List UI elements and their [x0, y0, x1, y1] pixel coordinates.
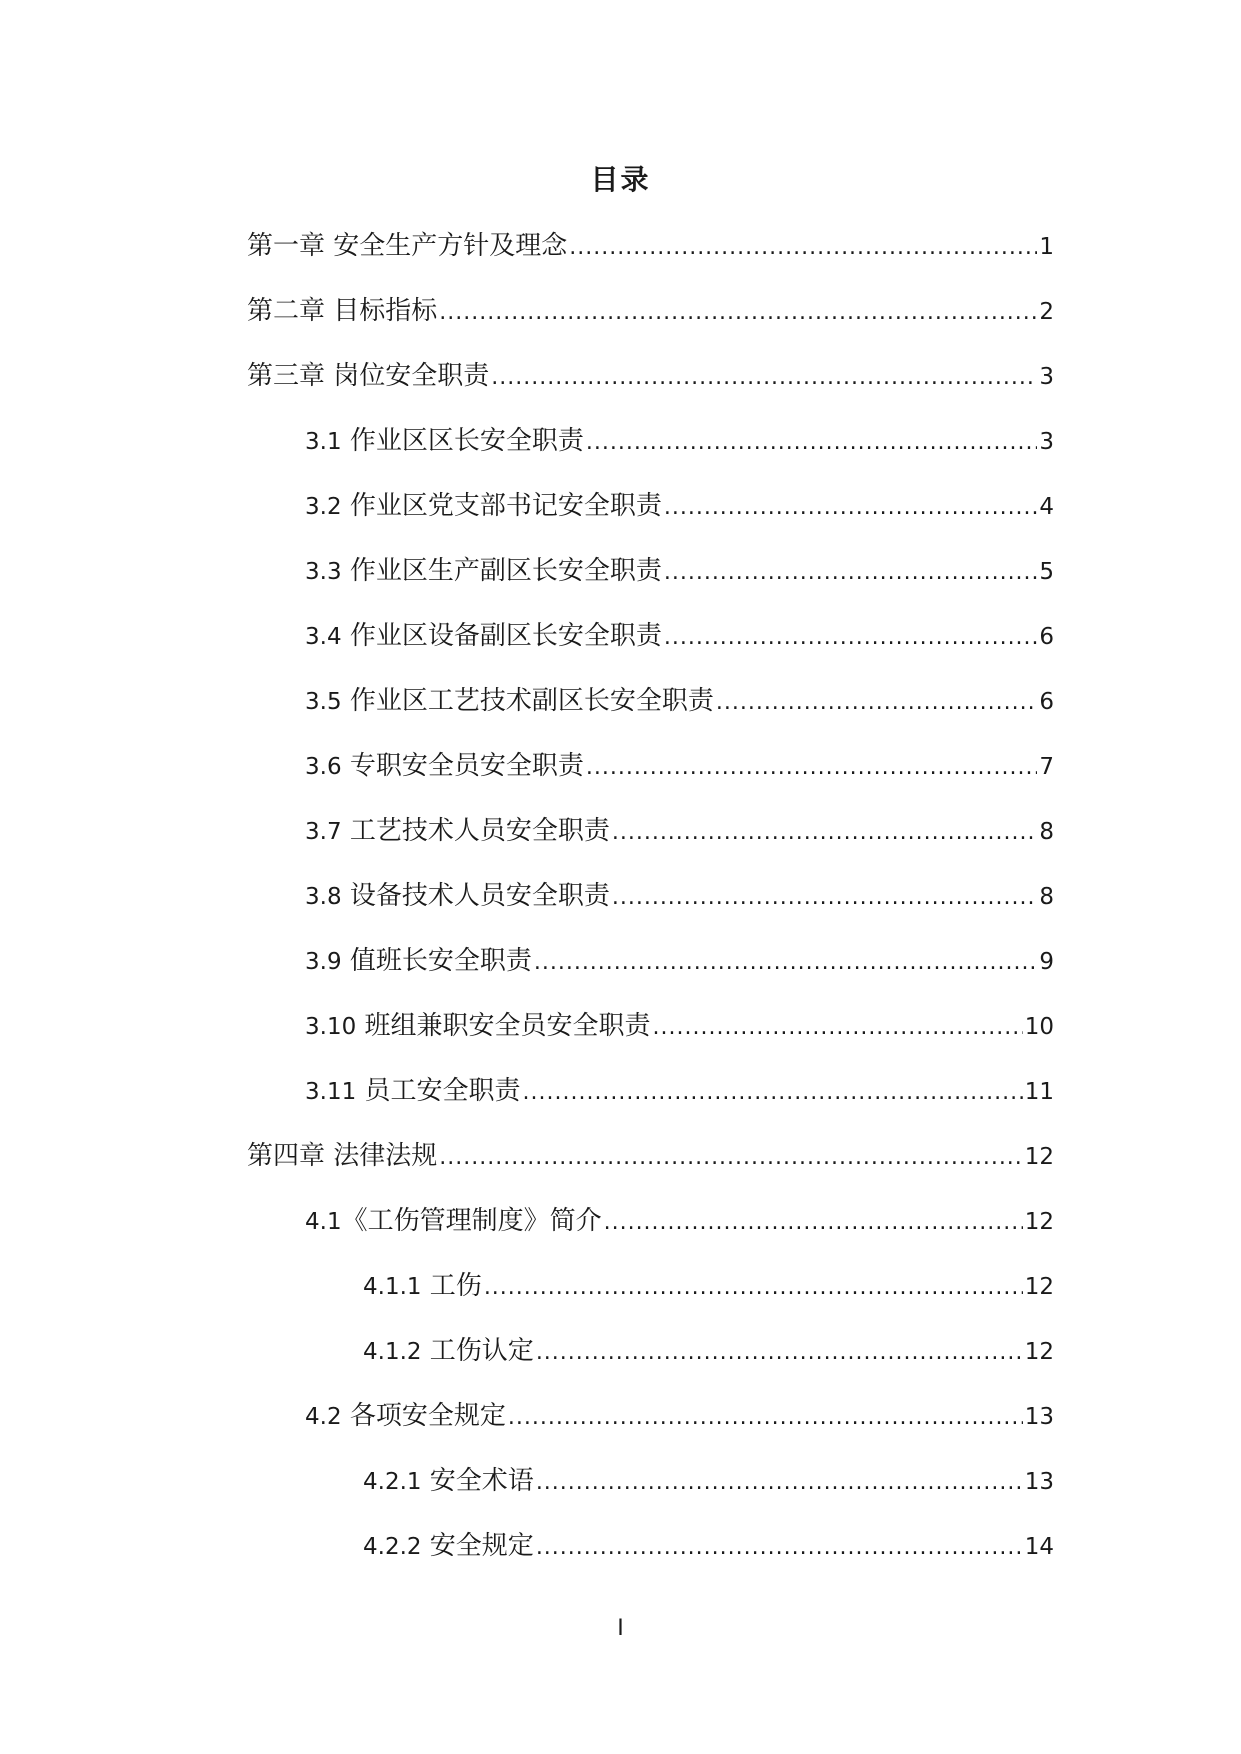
toc-entry-label [305, 421, 584, 462]
toc-dot-leader [536, 1463, 1023, 1503]
toc-entry-text: 《工伤管理制度》简介 [341, 1206, 602, 1236]
toc-dot-leader [586, 423, 1038, 463]
toc-entry-label [305, 876, 610, 917]
toc-entry-3-11[interactable] [0, 1071, 1241, 1136]
toc-entry-ch3[interactable] [0, 356, 1241, 421]
toc-dot-leader [491, 358, 1037, 398]
toc-dot-leader [508, 1398, 1023, 1438]
toc-dot-leader [569, 228, 1037, 268]
toc-entry-number: 4.1.1 [363, 1274, 422, 1300]
toc-entry-number: 第三章 [247, 361, 326, 391]
toc-entry-page: 13 [1024, 1469, 1054, 1495]
toc-entry-label [247, 356, 489, 396]
toc-entry-text: 各项安全规定 [349, 1401, 506, 1431]
toc-entry-label [305, 551, 662, 592]
toc-entry-page: 1 [1039, 234, 1054, 260]
toc-entry-label [305, 616, 662, 657]
toc-dot-leader [484, 1268, 1023, 1308]
toc-entry-number: 3.1 [305, 429, 342, 455]
toc-dot-leader [604, 1203, 1023, 1243]
toc-entry-number: 第一章 [247, 231, 326, 261]
toc-entry-number: 3.9 [305, 949, 342, 975]
toc-entry-3-2[interactable] [0, 486, 1241, 551]
toc-entry-4-1[interactable] [0, 1201, 1241, 1266]
toc-entry-label [305, 486, 662, 527]
toc-entry-text: 岗位安全职责 [333, 361, 490, 391]
toc-dot-leader [523, 1073, 1023, 1113]
toc-entry-3-3[interactable] [0, 551, 1241, 616]
toc-entry-label [305, 1396, 506, 1437]
toc-entry-label [305, 811, 610, 852]
toc-entry-text: 工伤 [429, 1271, 482, 1301]
toc-entry-text: 作业区设备副区长安全职责 [349, 621, 662, 651]
toc-entry-4-2[interactable] [0, 1396, 1241, 1461]
toc-entry-page: 5 [1039, 559, 1054, 585]
toc-entry-page: 10 [1024, 1014, 1054, 1040]
toc-entry-label [305, 1201, 602, 1242]
toc-entry-page: 12 [1024, 1209, 1054, 1235]
toc-entry-number: 3.8 [305, 884, 342, 910]
toc-entry-text: 设备技术人员安全职责 [349, 881, 610, 911]
toc-entry-page: 6 [1039, 624, 1054, 650]
toc-entry-label [305, 1071, 521, 1112]
toc-dot-leader [586, 748, 1038, 788]
toc-entry-label [305, 941, 532, 982]
toc-entry-4-2-1[interactable] [0, 1461, 1241, 1526]
toc-entry-4-1-2[interactable] [0, 1331, 1241, 1396]
toc-entry-text: 作业区区长安全职责 [349, 426, 584, 456]
toc-entry-page: 8 [1039, 884, 1054, 910]
toc-dot-leader [612, 878, 1038, 918]
toc-dot-leader [439, 293, 1037, 333]
toc-entry-ch1[interactable] [0, 226, 1241, 291]
toc-entry-page: 9 [1039, 949, 1054, 975]
toc-entry-number: 4.2.2 [363, 1534, 422, 1560]
toc-dot-leader [536, 1528, 1023, 1568]
toc-entry-number: 3.10 [305, 1014, 357, 1040]
toc-entry-label [363, 1526, 534, 1567]
toc-entry-3-4[interactable] [0, 616, 1241, 681]
toc-entry-page: 2 [1039, 299, 1054, 325]
toc-entry-number: 第四章 [247, 1141, 326, 1171]
toc-list [0, 226, 1241, 1591]
toc-entry-number: 3.4 [305, 624, 342, 650]
toc-entry-page: 3 [1039, 429, 1054, 455]
toc-entry-number: 4.2 [305, 1404, 342, 1430]
toc-entry-4-2-2[interactable] [0, 1526, 1241, 1591]
toc-entry-text: 作业区工艺技术副区长安全职责 [349, 686, 714, 716]
toc-title: 目录 [590, 163, 651, 196]
toc-dot-leader [716, 683, 1038, 723]
toc-entry-label [305, 1006, 651, 1047]
toc-entry-3-1[interactable] [0, 421, 1241, 486]
toc-entry-label [363, 1331, 534, 1372]
toc-entry-text: 目标指标 [333, 296, 438, 326]
toc-entry-number: 3.5 [305, 689, 342, 715]
toc-entry-number: 3.11 [305, 1079, 357, 1105]
toc-entry-text: 值班长安全职责 [349, 946, 532, 976]
toc-entry-3-6[interactable] [0, 746, 1241, 811]
toc-entry-page: 11 [1024, 1079, 1054, 1105]
toc-entry-page: 14 [1024, 1534, 1054, 1560]
toc-dot-leader [653, 1008, 1023, 1048]
toc-entry-text: 班组兼职安全员安全职责 [364, 1011, 651, 1041]
toc-entry-page: 12 [1024, 1144, 1054, 1170]
toc-entry-text: 安全生产方针及理念 [333, 231, 568, 261]
toc-dot-leader [664, 488, 1038, 528]
toc-entry-3-10[interactable] [0, 1006, 1241, 1071]
toc-dot-leader [664, 618, 1038, 658]
toc-dot-leader [439, 1138, 1022, 1178]
toc-dot-leader [536, 1333, 1023, 1373]
toc-entry-label [305, 746, 584, 787]
toc-entry-label [363, 1461, 534, 1502]
toc-entry-label [247, 1136, 437, 1176]
toc-entry-3-7[interactable] [0, 811, 1241, 876]
toc-entry-3-8[interactable] [0, 876, 1241, 941]
toc-entry-number: 4.1.2 [363, 1339, 422, 1365]
toc-dot-leader [534, 943, 1038, 983]
toc-entry-text: 员工安全职责 [364, 1076, 521, 1106]
toc-entry-page: 3 [1039, 364, 1054, 390]
toc-entry-page: 12 [1024, 1339, 1054, 1365]
page-number: I [617, 1616, 624, 1641]
toc-entry-page: 13 [1024, 1404, 1054, 1430]
toc-entry-4-1-1[interactable] [0, 1266, 1241, 1331]
toc-entry-page: 6 [1039, 689, 1054, 715]
toc-entry-text: 工伤认定 [429, 1336, 534, 1366]
toc-entry-label [247, 291, 437, 331]
toc-entry-number: 3.2 [305, 494, 342, 520]
toc-entry-page: 8 [1039, 819, 1054, 845]
toc-entry-text: 安全术语 [429, 1466, 534, 1496]
toc-dot-leader [612, 813, 1038, 853]
toc-entry-text: 工艺技术人员安全职责 [349, 816, 610, 846]
toc-entry-number: 4.1 [305, 1209, 342, 1235]
toc-entry-label [305, 681, 714, 722]
toc-entry-text: 专职安全员安全职责 [349, 751, 584, 781]
toc-entry-text: 作业区党支部书记安全职责 [349, 491, 662, 521]
toc-entry-page: 4 [1039, 494, 1054, 520]
toc-entry-number: 第二章 [247, 296, 326, 326]
toc-entry-ch4[interactable] [0, 1136, 1241, 1201]
toc-entry-number: 3.7 [305, 819, 342, 845]
toc-entry-text: 作业区生产副区长安全职责 [349, 556, 662, 586]
toc-entry-page: 7 [1039, 754, 1054, 780]
toc-entry-text: 安全规定 [429, 1531, 534, 1561]
toc-entry-label [247, 226, 567, 266]
toc-entry-number: 3.6 [305, 754, 342, 780]
toc-dot-leader [664, 553, 1038, 593]
toc-entry-text: 法律法规 [333, 1141, 438, 1171]
toc-entry-3-9[interactable] [0, 941, 1241, 1006]
toc-entry-page: 12 [1024, 1274, 1054, 1300]
toc-entry-number: 4.2.1 [363, 1469, 422, 1495]
toc-entry-3-5[interactable] [0, 681, 1241, 746]
toc-entry-ch2[interactable] [0, 291, 1241, 356]
toc-entry-label [363, 1266, 482, 1307]
toc-entry-number: 3.3 [305, 559, 342, 585]
